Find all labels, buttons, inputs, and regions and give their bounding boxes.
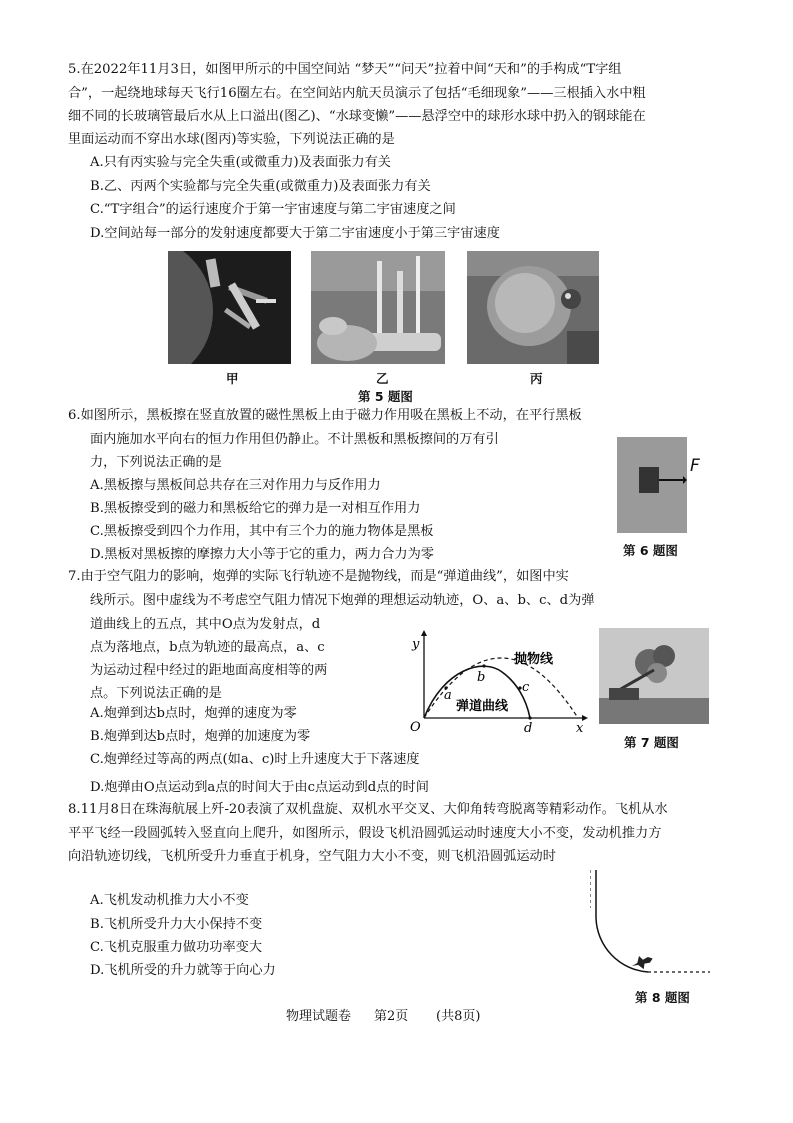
footer-total-pages: (共8页) — [436, 1009, 481, 1024]
q8-option-a: A.飞机发动机推力大小不变 — [90, 893, 249, 908]
point-label-d: d — [524, 721, 533, 736]
q7-option-a: A.炮弹到达b点时，炮弹的速度为零 — [90, 706, 297, 721]
point-label-o: O — [410, 720, 421, 735]
axis-label-y: y — [412, 637, 420, 652]
q5-figure-caption: 第 5 题图 — [358, 389, 413, 404]
capillary-tubes-photo — [311, 251, 445, 364]
q6-option-c: C.黑板擦受到四个力作用，其中有三个力的施力物体是黑板 — [90, 524, 434, 539]
footer-page-number: 第2页 — [374, 1009, 409, 1024]
artillery-photo — [599, 628, 709, 724]
photo-label-bing: 丙 — [530, 371, 543, 386]
q5-stem-line3: 细不同的长玻璃管最后水从上口溢出(图乙)、“水球变懒”——悬浮空中的球形水球中扔入的钢球能在 — [68, 109, 646, 124]
q8-stem-line2: 平平飞经一段圆弧转入竖直向上爬升，如图所示，假设飞机沿圆弧运动时速度大小不变，发动机推力方 — [68, 826, 662, 841]
photo-label-jia: 甲 — [226, 371, 239, 386]
q7-stem-line5: 为运动过程中经过的距地面高度相等的两 — [90, 663, 328, 678]
q7-stem-line1: 7.由于空气阻力的影响，炮弹的实际飞行轨迹不是抛物线，而是“弹道曲线”，如图中实 — [68, 569, 569, 584]
force-label-f: F — [690, 456, 700, 476]
q6-option-d: D.黑板对黑板擦的摩擦力大小等于它的重力，两力合力为零 — [90, 547, 434, 562]
aircraft-arc-diagram — [590, 868, 712, 980]
q5-option-c: C.“T字组合”的运行速度介于第一宇宙速度与第二宇宙速度之间 — [90, 202, 456, 217]
q8-option-d: D.飞机所受的升力就等于向心力 — [90, 963, 276, 978]
footer-subject: 物理试题卷 — [286, 1009, 352, 1024]
q5-stem-line4: 里面运动而不穿出水球(图丙)等实验，下列说法正确的是 — [68, 132, 395, 147]
q5-stem-line1: 5.在2022年11月3日，如图甲所示的中国空间站 “梦天”“问天”拉着中间“天和”的手构成“T字组 — [68, 62, 622, 77]
q7-stem-line3: 道曲线上的五点，其中O点为发射点，d — [90, 617, 321, 632]
q7-option-d: D.炮弹由O点运动到a点的时间大于由c点运动到d点的时间 — [90, 780, 429, 795]
q6-stem-line3: 力，下列说法正确的是 — [90, 455, 222, 470]
q5-stem-line2: 合”，一起绕地球每天飞行16圈左右。在空间站内航天员演示了包括“毛细现象”——三根插入水中粗 — [68, 86, 646, 101]
q7-figure-caption: 第 7 题图 — [624, 735, 679, 750]
q6-figure-caption: 第 6 题图 — [623, 543, 678, 558]
q6-option-b: B.黑板擦受到的磁力和黑板给它的弹力是一对相互作用力 — [90, 501, 421, 516]
ballistic-curve-label: 弹道曲线 — [456, 699, 509, 714]
point-label-b: b — [477, 670, 486, 685]
q6-stem-line2: 面内施加水平向右的恒力作用但仍静止。不计黑板和黑板擦间的万有引 — [90, 432, 499, 447]
q6-stem-line1: 6.如图所示，黑板擦在竖直放置的磁性黑板上由于磁力作用吸在黑板上不动，在平行黑板 — [68, 408, 582, 423]
q8-stem-line1: 8.11月8日在珠海航展上歼-20表演了双机盘旋、双机水平交叉、大仰角转弯脱离等精彩动作。飞机从水 — [68, 802, 668, 817]
ballistic-trajectory-diagram — [404, 628, 588, 736]
q7-stem-line6: 点。下列说法正确的是 — [90, 686, 222, 701]
point-label-a: a — [444, 688, 452, 703]
q5-option-b: B.乙、丙两个实验都与完全失重(或微重力)及表面张力有关 — [90, 179, 431, 194]
point-label-c: c — [522, 680, 530, 695]
space-station-photo — [168, 251, 291, 364]
q6-option-a: A.黑板擦与黑板间总共存在三对作用力与反作用力 — [90, 478, 381, 493]
q8-figure-caption: 第 8 题图 — [635, 990, 690, 1005]
q8-option-b: B.飞机所受升力大小保持不变 — [90, 917, 263, 932]
water-ball-photo — [467, 251, 599, 364]
axis-label-x: x — [576, 721, 584, 736]
photo-label-yi: 乙 — [376, 371, 389, 386]
q7-option-c: C.炮弹经过等高的两点(如a、c)时上升速度大于下落速度 — [90, 752, 420, 767]
q7-option-b: B.炮弹到达b点时，炮弹的加速度为零 — [90, 729, 311, 744]
q5-option-d: D.空间站每一部分的发射速度都要大于第二宇宙速度小于第三宇宙速度 — [90, 226, 500, 241]
q8-stem-line3: 向沿轨迹切线，飞机所受升力垂直于机身，空气阻力大小不变，则飞机沿圆弧运动时 — [68, 849, 556, 864]
q7-stem-line4: 点为落地点，b点为轨迹的最高点，a、c — [90, 640, 325, 655]
parabola-label: 抛物线 — [514, 652, 554, 667]
q5-option-a: A.只有丙实验与完全失重(或微重力)及表面张力有关 — [90, 155, 391, 170]
q7-stem-line2: 线所示。图中虚线为不考虑空气阻力情况下炮弹的理想运动轨迹，O、a、b、c、d为弹 — [90, 593, 595, 608]
q8-option-c: C.飞机克服重力做功功率变大 — [90, 940, 263, 955]
blackboard-eraser-photo — [617, 437, 687, 533]
